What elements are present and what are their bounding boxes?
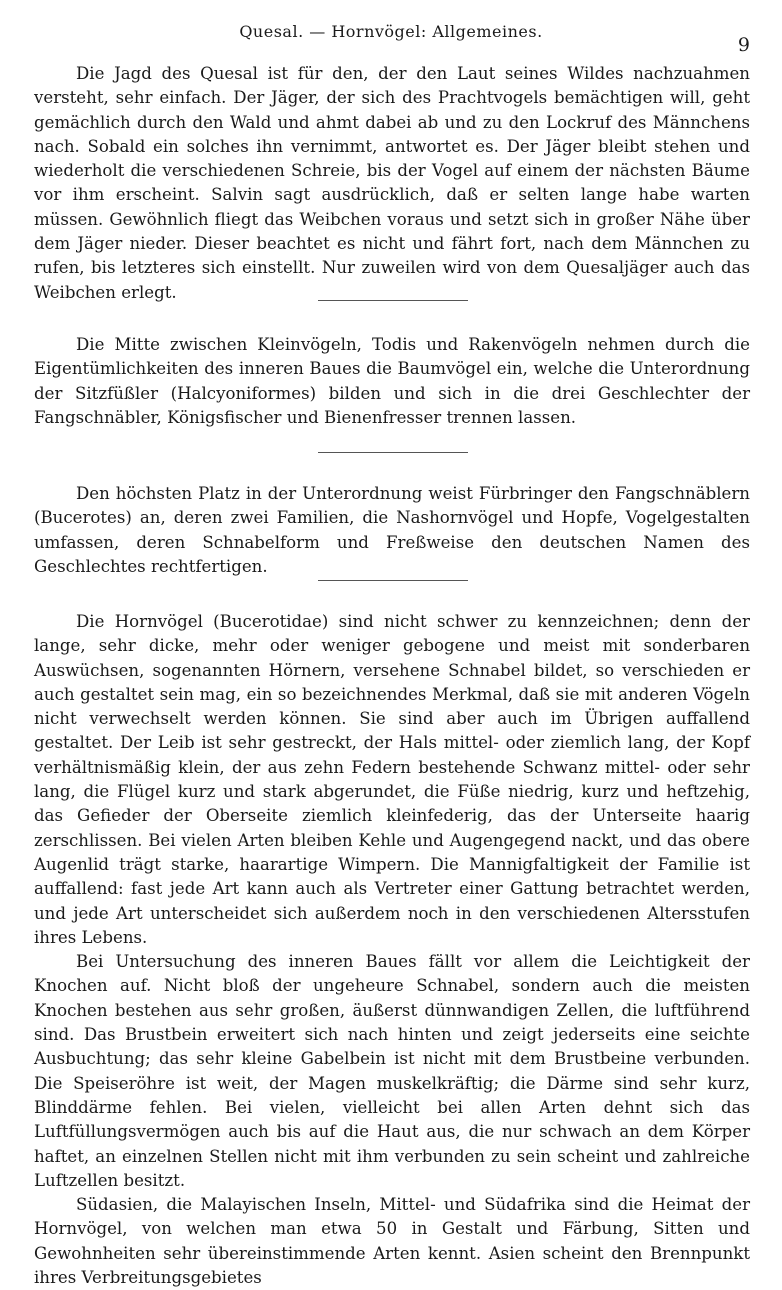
section-halcyoniformes [34, 333, 750, 430]
paragraph: Den höchsten Platz in der Unterordnung weist Fürbringer den Fangschnäblern (Bucerotes) an, deren zwei Familien, die Nashornvögel und Hopfe, Vogelgestalten umfassen, deren Schnabelform und Freßweise den deutschen Namen des Geschlechtes rechtfertigen. [34, 484, 750, 576]
running-head: Quesal. — Hornvögel: Allgemeines. [239, 22, 543, 41]
section-divider [318, 580, 468, 581]
section-bucerotes [34, 482, 750, 579]
section-divider [318, 452, 468, 453]
page-number: 9 [737, 34, 750, 56]
section-bucerotidae [34, 610, 750, 1290]
paragraph: Die Jagd des Quesal ist für den, der den Laut seines Wildes nachzuahmen versteht, sehr einfach. Der Jäger, der sich des Prachtvogels bemächtigen will, geht gemächlich durch den Wald und ahmt dabei ab und zu den Lockruf des Männchens nach. Sobald ein solches ihn vernimmt, antwortet es. Der Jäger bleibt stehen und wiederholt die verschiedenen Schreie, bis der Vogel auf einem der nächsten Bäume vor ihm erscheint. Salvin sagt ausdrücklich, daß er selten lange habe warten müssen. Gewöhnlich fliegt das Weibchen voraus und setzt sich in großer Nähe über dem Jäger nieder. Dieser beachtet es nicht und fährt fort, nach dem Männchen zu rufen, bis letzteres sich einstellt. Nur zuweilen wird von dem Quesaljäger auch das Weibchen erlegt. [34, 64, 750, 302]
section-divider [318, 300, 468, 301]
paragraph: Die Hornvögel (Bucerotidae) sind nicht schwer zu kennzeichnen; denn der lange, sehr dicke, mehr oder weniger gebogene und meist mit sonderbaren Auswüchsen, sogenannten Hörnern, versehene Schnabel bildet, so verschieden er auch gestaltet sein mag, ein so bezeichnendes Merkmal, daß sie mit anderen Vögeln nicht verwechselt werden können. Sie sind aber auch im Übrigen auffallend gestaltet. Der Leib ist sehr gestreckt, der Hals mittel- oder ziemlich lang, der Kopf verhältnismäßig klein, der aus zehn Federn bestehende Schwanz mittel- oder sehr lang, die Flügel kurz und stark abgerundet, die Füße niedrig, kurz und heftzehig, das Gefieder der Oberseite ziemlich kleinfederig, das der Unterseite haarig zerschlissen. Bei vielen Arten bleiben Kehle und Augengegend nackt, und das obere Augenlid trägt starke, haarartige Wimpern. Die Mannigfaltigkeit der Familie ist auffallend: fast jede Art kann auch als Vertreter einer Gattung betrachtet werden, und jede Art unterscheidet sich außerdem noch in den verschiedenen Altersstufen ihres Lebens. [34, 612, 750, 947]
paragraph: Bei Untersuchung des inneren Baues fällt vor allem die Leichtigkeit der Knochen auf. Nicht bloß der ungeheure Schnabel, sondern auch die meisten Knochen bestehen aus sehr großen, äußerst dünnwandigen Zellen, die luftführend sind. Das Brustbein erweitert sich nach hinten und zeigt jederseits eine seichte Ausbuchtung; das sehr kleine Gabelbein ist nicht mit dem Brustbeine verbunden. Die Speiseröhre ist weit, der Magen muskelkräftig; die Därme sind sehr kurz, Blinddärme fehlen. Bei vielen, vielleicht bei allen Arten dehnt sich das Luftfüllungsvermögen auch bis auf die Haut aus, die nur schwach an dem Körper haftet, an einzelnen Stellen nicht mit ihm verbunden zu sein scheint und zahlreiche Luftzellen besitzt. [34, 952, 750, 1190]
paragraph: Südasien, die Malayischen Inseln, Mittel- und Südafrika sind die Heimat der Hornvögel, von welchen man etwa 50 in Gestalt und Färbung, Sitten und Gewohnheiten sehr übereinstimmende Arten kennt. Asien scheint den Brennpunkt ihres Verbreitungsgebietes [34, 1195, 750, 1288]
paragraph: Die Mitte zwischen Kleinvögeln, Todis und Rakenvögeln nehmen durch die Eigentümlichkeiten des inneren Baues die Baumvögel ein, welche die Unterordnung der Sitzfüßler (Halcyoniformes) bilden und sich in die drei Geschlechter der Fangschnäbler, Königsfischer und Bienenfresser trennen lassen. [34, 335, 750, 427]
section-quesal-hunting [34, 62, 750, 305]
